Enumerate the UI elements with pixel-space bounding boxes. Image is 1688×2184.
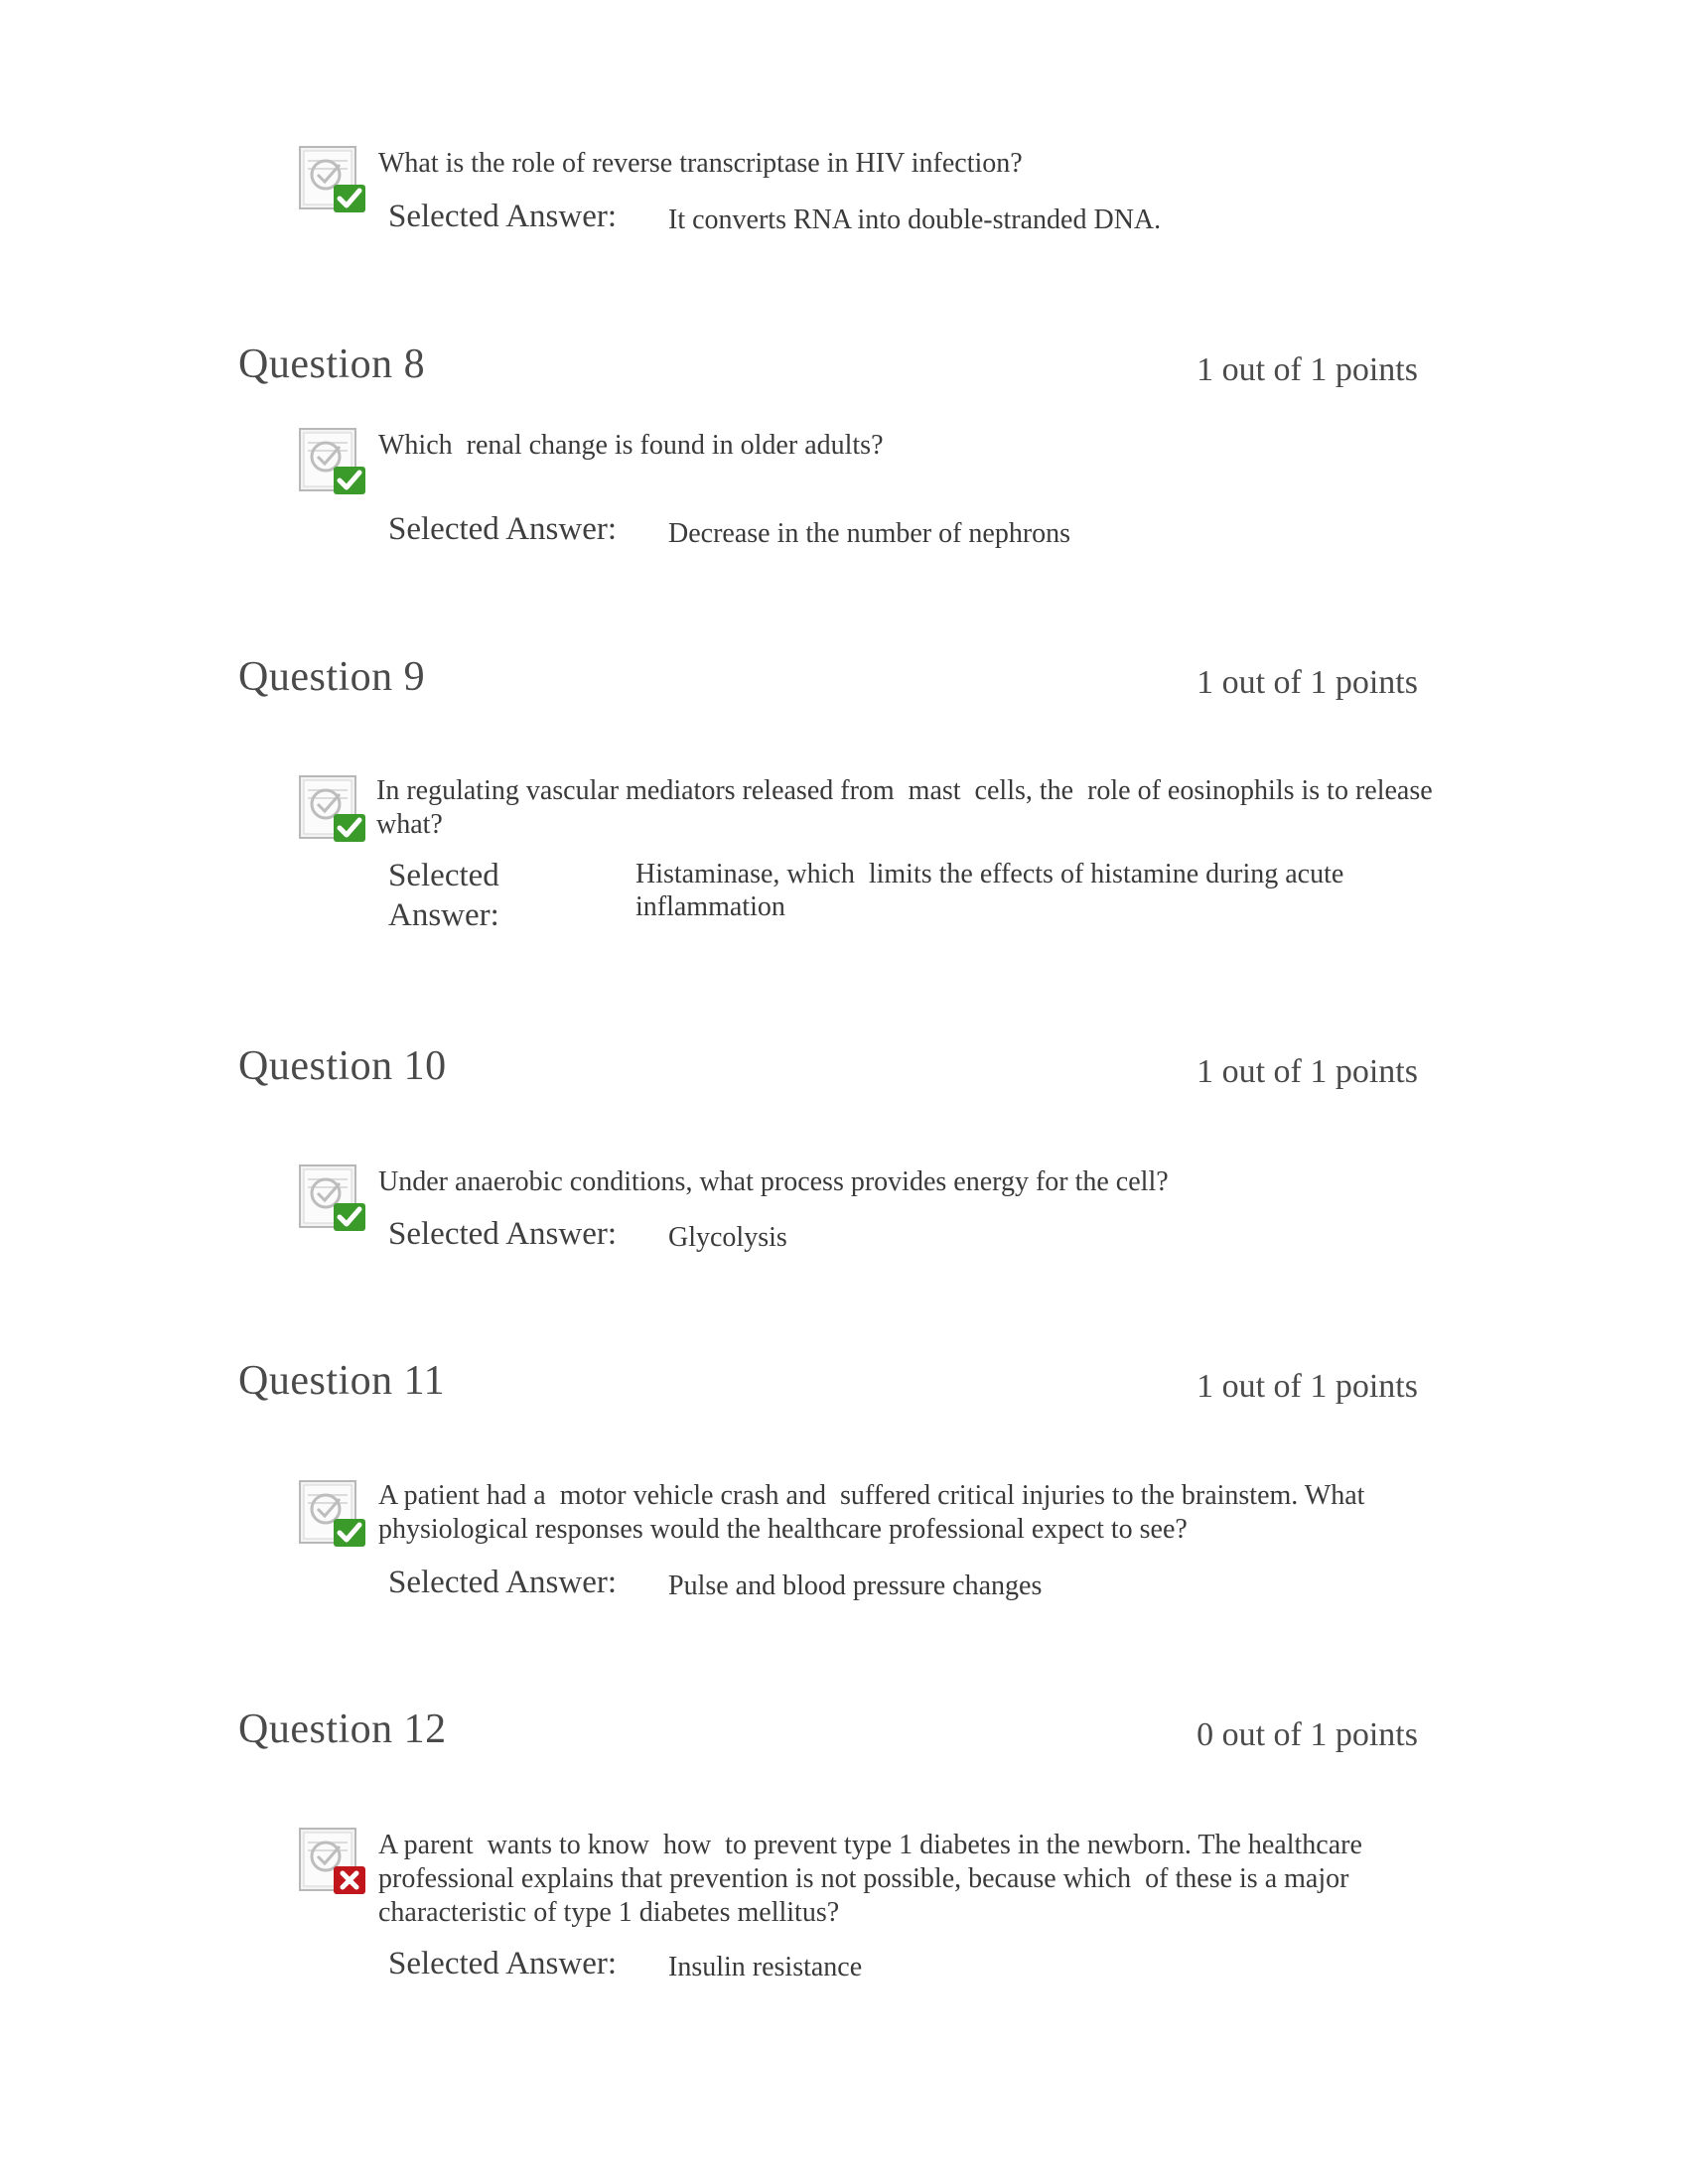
selected-answer-label: Selected Answer: [388, 858, 499, 933]
question-points: 1 out of 1 points [1196, 1368, 1418, 1405]
correct-check-icon [298, 774, 369, 846]
selected-answer-value: It converts RNA into double-stranded DNA. [668, 205, 1162, 235]
question-points: 1 out of 1 points [1196, 1053, 1418, 1090]
selected-answer-value: Decrease in the number of nephrons [668, 518, 1071, 549]
selected-answer-label: Selected Answer: [388, 1946, 618, 1981]
question-text: What is the role of reverse transcriptase in HIV infection? [378, 148, 1023, 179]
correct-check-icon [298, 145, 369, 216]
question-text: Which renal change is found in older adults? [378, 430, 884, 461]
incorrect-x-icon [298, 1827, 369, 1898]
selected-answer-label: Selected Answer: [388, 1565, 618, 1600]
correct-check-icon [298, 1163, 369, 1235]
question-heading: Question 10 [238, 1043, 447, 1089]
question-text: A patient had a motor vehicle crash and suffered critical injuries to the brainstem. What physiological responses would the healthcare professional expect to see? [378, 1480, 1372, 1545]
question-heading: Question 8 [238, 341, 426, 387]
question-block [0, 0, 1688, 258]
question-points: 0 out of 1 points [1196, 1716, 1418, 1753]
question-points: 1 out of 1 points [1196, 664, 1418, 701]
selected-answer-label: Selected Answer: [388, 511, 618, 547]
question-points: 1 out of 1 points [1196, 351, 1418, 388]
selected-answer-value: Insulin resistance [668, 1952, 863, 1982]
question-heading: Question 9 [238, 654, 426, 700]
selected-answer-label: Selected Answer: [388, 1216, 618, 1252]
selected-answer-value: Glycolysis [668, 1222, 787, 1253]
question-text: Under anaerobic conditions, what process provides energy for the cell? [378, 1166, 1169, 1197]
question-heading: Question 12 [238, 1706, 447, 1752]
correct-check-icon [298, 1479, 369, 1551]
question-text: A parent wants to know how to prevent type 1 diabetes in the newborn. The healthcare professional explains that prevention is not possible, because which of these is a major characteristic of type 1 diabetes mellitus? [378, 1830, 1369, 1928]
correct-check-icon [298, 427, 369, 498]
selected-answer-label: Selected Answer: [388, 199, 618, 234]
question-heading: Question 11 [238, 1358, 446, 1404]
question-text: In regulating vascular mediators released from mast cells, the role of eosinophils is to release what? [376, 775, 1440, 840]
selected-answer-value: Pulse and blood pressure changes [668, 1570, 1043, 1601]
selected-answer-value: Histaminase, which limits the effects of histamine during acute inflammation [635, 859, 1351, 922]
